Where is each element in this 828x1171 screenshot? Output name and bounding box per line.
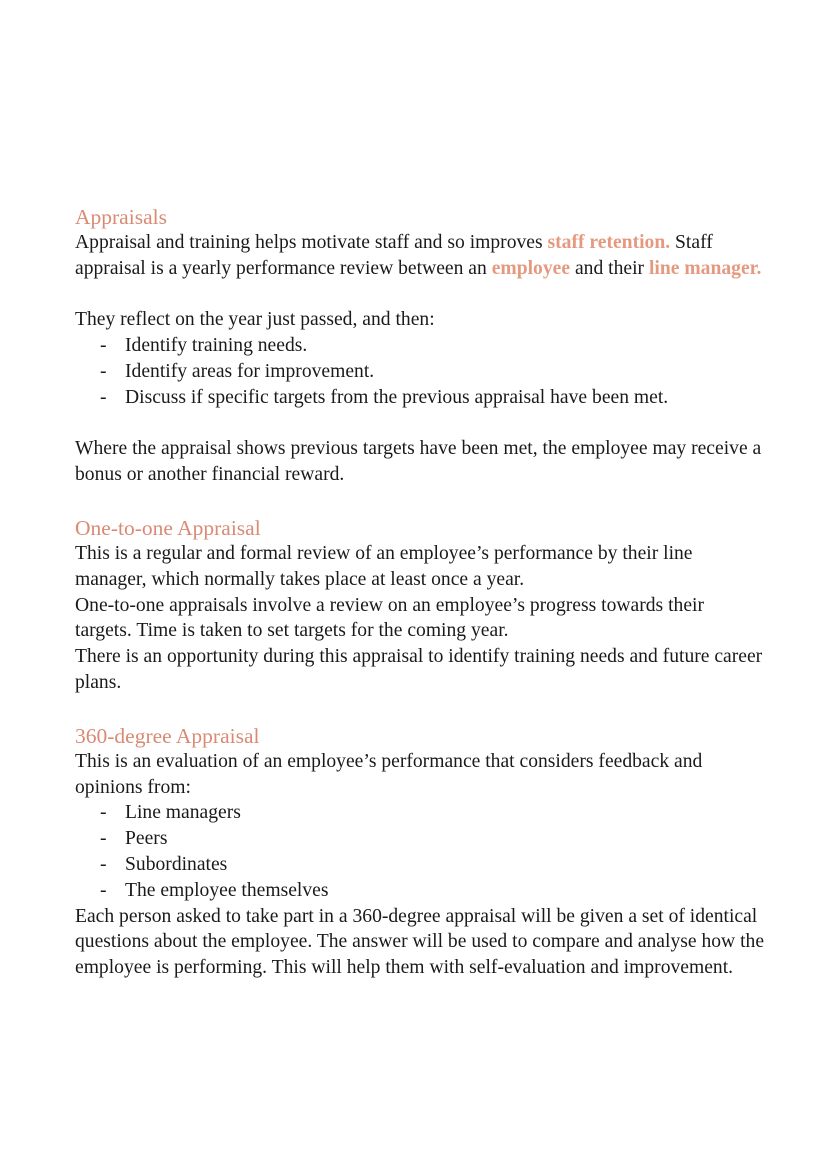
degree360-section xyxy=(75,723,765,981)
spacer xyxy=(75,282,765,308)
document-page xyxy=(75,204,765,981)
list-item: - Subordinates xyxy=(100,852,765,878)
appraisals-section xyxy=(75,204,765,488)
one-to-one-paragraph-2: One-to-one appraisals involve a review on an employee’s progress towards their targets. Time is taken to set targets for the coming year. xyxy=(75,594,704,642)
degree360-heading: 360-degree Appraisal xyxy=(75,723,260,748)
one-to-one-section xyxy=(75,515,765,696)
one-to-one-paragraph-3: There is an opportunity during this appraisal to identify training needs and future career plans. xyxy=(75,646,763,693)
list-item: - Line managers xyxy=(100,800,765,826)
highlight-staff-retention: staff retention. xyxy=(547,232,671,253)
spacer xyxy=(75,411,765,437)
degree360-list xyxy=(75,800,765,903)
list-item: - Discuss if specific targets from the previous appraisal have been met. xyxy=(100,385,765,411)
list-item: - The employee themselves xyxy=(100,878,765,904)
intro-text-3: and their xyxy=(570,257,649,279)
degree360-lead: This is an evaluation of an employee’s performance that considers feedback and opinions from: xyxy=(75,750,703,798)
reflect-list xyxy=(75,333,765,410)
one-to-one-heading: One-to-one Appraisal xyxy=(75,515,261,540)
reflect-lead: They reflect on the year just passed, and then: xyxy=(75,309,435,331)
reward-paragraph: Where the appraisal shows previous targets have been met, the employee may receive a bonus or another financial reward. xyxy=(75,438,762,486)
intro-text-2: Staff appraisal is a yearly performance review between an xyxy=(75,232,713,279)
list-item: - Peers xyxy=(100,826,765,852)
highlight-line-manager: line manager. xyxy=(648,257,762,279)
intro-text-1: Appraisal and training helps motivate staff and so improves xyxy=(75,232,548,253)
list-item: - Identify areas for improvement. xyxy=(100,359,765,385)
appraisals-intro xyxy=(75,230,765,282)
list-item: - Identify training needs. xyxy=(100,333,765,359)
one-to-one-paragraph-1: This is a regular and formal review of an employee’s performance by their line manager, which normally takes place at least once a year. xyxy=(75,542,693,590)
degree360-closing: Each person asked to take part in a 360-degree appraisal will be given a set of identical questions about the employee. The answer will be used to compare and analyse how the employee is performing. This will help them with self-evaluation and improvement. xyxy=(75,905,765,979)
appraisals-heading: Appraisals xyxy=(75,205,167,229)
highlight-employee: employee xyxy=(491,257,571,279)
